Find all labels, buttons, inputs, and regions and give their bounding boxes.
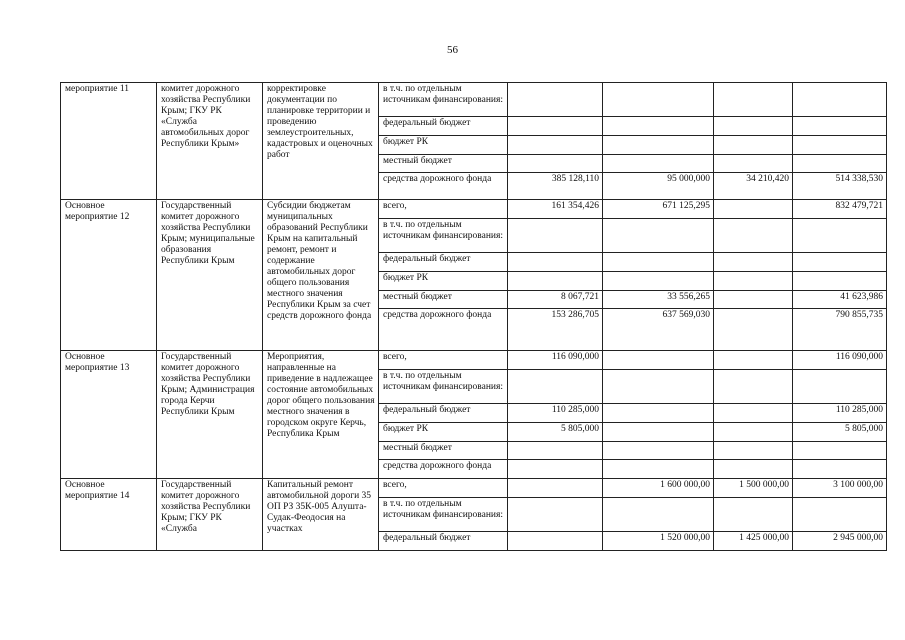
- cell-amount-total: [793, 498, 887, 532]
- cell-amount-total: 2 945 000,00: [793, 532, 887, 551]
- cell-amount-v1: 161 354,426: [508, 200, 603, 219]
- cell-amount-v1: 110 285,000: [508, 404, 603, 423]
- cell-amount-v3: [714, 83, 793, 117]
- cell-funding-source: федеральный бюджет: [379, 253, 508, 272]
- cell-funding-source: бюджет РК: [379, 423, 508, 442]
- cell-amount-v1: 8 067,721: [508, 291, 603, 309]
- cell-amount-v2: [603, 351, 714, 370]
- cell-amount-v2: 1 520 000,00: [603, 532, 714, 551]
- cell-amount-total: [793, 272, 887, 291]
- cell-amount-v1: [508, 498, 603, 532]
- cell-amount-v3: [714, 200, 793, 219]
- cell-amount-v1: [508, 219, 603, 253]
- cell-amount-v1: [508, 370, 603, 404]
- cell-funding-source: местный бюджет: [379, 291, 508, 309]
- cell-amount-v1: [508, 460, 603, 479]
- cell-amount-v3: [714, 309, 793, 351]
- cell-amount-v1: [508, 442, 603, 460]
- cell-amount-total: 790 855,735: [793, 309, 887, 351]
- cell-amount-v2: 33 556,265: [603, 291, 714, 309]
- cell-amount-v2: 95 000,000: [603, 173, 714, 200]
- cell-amount-v3: [714, 155, 793, 173]
- cell-description: корректировке документации по планировке территории и проведению землеустроительных, кадастровых и оценочных работ: [263, 83, 379, 200]
- cell-amount-v2: [603, 136, 714, 155]
- cell-amount-v1: 153 286,705: [508, 309, 603, 351]
- cell-amount-v3: [714, 370, 793, 404]
- cell-amount-v1: [508, 253, 603, 272]
- cell-amount-v2: [603, 253, 714, 272]
- table-row: [61, 83, 887, 117]
- page-number: 56: [447, 44, 458, 56]
- cell-executor: Государственный комитет дорожного хозяйства Республики Крым; муниципальные образования Республики Крым: [157, 200, 263, 351]
- cell-description: Субсидии бюджетам муниципальных образований Республики Крым на капитальный ремонт, ремонт и содержание автомобильных дорог общего пользования местного значения Республики Крым за счет средств дорожного фонда: [263, 200, 379, 351]
- cell-amount-total: 41 623,986: [793, 291, 887, 309]
- cell-amount-v2: [603, 219, 714, 253]
- cell-event: Основное мероприятие 14: [61, 479, 157, 551]
- cell-amount-v3: [714, 351, 793, 370]
- cell-executor: комитет дорожного хозяйства Республики Крым; ГКУ РК «Служба автомобильных дорог Республики Крым»: [157, 83, 263, 200]
- cell-amount-total: [793, 83, 887, 117]
- cell-amount-total: 5 805,000: [793, 423, 887, 442]
- cell-funding-source: в т.ч. по отдельным источникам финансирования:: [379, 370, 508, 404]
- cell-funding-source: средства дорожного фонда: [379, 309, 508, 351]
- cell-amount-v2: [603, 155, 714, 173]
- cell-amount-v3: [714, 136, 793, 155]
- cell-amount-total: 514 338,530: [793, 173, 887, 200]
- cell-amount-v3: [714, 404, 793, 423]
- cell-amount-total: [793, 136, 887, 155]
- cell-amount-v1: [508, 117, 603, 136]
- cell-funding-source: всего,: [379, 200, 508, 219]
- cell-amount-v1: [508, 136, 603, 155]
- cell-amount-v3: 34 210,420: [714, 173, 793, 200]
- cell-event: мероприятие 11: [61, 83, 157, 200]
- cell-amount-v1: 5 805,000: [508, 423, 603, 442]
- cell-amount-v2: [603, 442, 714, 460]
- cell-amount-total: [793, 442, 887, 460]
- cell-funding-source: всего,: [379, 479, 508, 498]
- cell-funding-source: в т.ч. по отдельным источникам финансирования:: [379, 498, 508, 532]
- cell-amount-total: [793, 253, 887, 272]
- cell-amount-v3: [714, 117, 793, 136]
- cell-amount-v2: 637 569,030: [603, 309, 714, 351]
- cell-event: Основное мероприятие 13: [61, 351, 157, 479]
- cell-amount-v2: 671 125,295: [603, 200, 714, 219]
- cell-amount-v2: [603, 272, 714, 291]
- cell-event: Основное мероприятие 12: [61, 200, 157, 351]
- cell-amount-v3: [714, 219, 793, 253]
- cell-amount-v1: [508, 479, 603, 498]
- cell-amount-total: 110 285,000: [793, 404, 887, 423]
- cell-amount-v3: [714, 460, 793, 479]
- cell-amount-v3: [714, 291, 793, 309]
- cell-amount-v2: 1 600 000,00: [603, 479, 714, 498]
- cell-amount-total: [793, 155, 887, 173]
- cell-funding-source: средства дорожного фонда: [379, 460, 508, 479]
- cell-amount-v1: 385 128,110: [508, 173, 603, 200]
- cell-amount-total: 3 100 000,00: [793, 479, 887, 498]
- cell-executor: Государственный комитет дорожного хозяйства Республики Крым; Администрация города Керчи Республики Крым: [157, 351, 263, 479]
- cell-amount-v2: [603, 460, 714, 479]
- cell-description: Мероприятия, направленные на приведение в надлежащее состояние автомобильных дорог общего пользования местного значения в городском округе Керчь, Республика Крым: [263, 351, 379, 479]
- cell-amount-v2: [603, 423, 714, 442]
- cell-amount-v2: [603, 83, 714, 117]
- cell-amount-v2: [603, 498, 714, 532]
- cell-amount-total: [793, 117, 887, 136]
- cell-funding-source: федеральный бюджет: [379, 404, 508, 423]
- cell-executor: Государственный комитет дорожного хозяйства Республики Крым; ГКУ РК «Служба: [157, 479, 263, 551]
- table-row: [61, 479, 887, 498]
- cell-funding-source: федеральный бюджет: [379, 532, 508, 551]
- cell-amount-total: 116 090,000: [793, 351, 887, 370]
- cell-amount-v3: [714, 253, 793, 272]
- cell-amount-v3: [714, 442, 793, 460]
- cell-amount-v3: 1 500 000,00: [714, 479, 793, 498]
- cell-funding-source: федеральный бюджет: [379, 117, 508, 136]
- cell-amount-total: [793, 460, 887, 479]
- cell-amount-total: [793, 370, 887, 404]
- cell-amount-v1: 116 090,000: [508, 351, 603, 370]
- cell-funding-source: средства дорожного фонда: [379, 173, 508, 200]
- cell-description: Капитальный ремонт автомобильной дороги 35 ОП РЗ 35К-005 Алушта-Судак-Феодосия на участках: [263, 479, 379, 551]
- cell-amount-total: [793, 219, 887, 253]
- cell-funding-source: местный бюджет: [379, 442, 508, 460]
- cell-amount-v2: [603, 117, 714, 136]
- cell-amount-total: 832 479,721: [793, 200, 887, 219]
- cell-funding-source: бюджет РК: [379, 136, 508, 155]
- table-row: [61, 200, 887, 219]
- cell-funding-source: в т.ч. по отдельным источникам финансирования:: [379, 83, 508, 117]
- cell-funding-source: всего,: [379, 351, 508, 370]
- cell-funding-source: бюджет РК: [379, 272, 508, 291]
- cell-amount-v3: 1 425 000,00: [714, 532, 793, 551]
- cell-funding-source: в т.ч. по отдельным источникам финансирования:: [379, 219, 508, 253]
- cell-amount-v2: [603, 370, 714, 404]
- cell-amount-v1: [508, 532, 603, 551]
- cell-amount-v1: [508, 155, 603, 173]
- cell-amount-v1: [508, 272, 603, 291]
- cell-amount-v3: [714, 423, 793, 442]
- cell-amount-v3: [714, 498, 793, 532]
- cell-amount-v2: [603, 404, 714, 423]
- cell-funding-source: местный бюджет: [379, 155, 508, 173]
- cell-amount-v3: [714, 272, 793, 291]
- cell-amount-v1: [508, 83, 603, 117]
- table-row: [61, 351, 887, 370]
- funding-table: [60, 82, 887, 551]
